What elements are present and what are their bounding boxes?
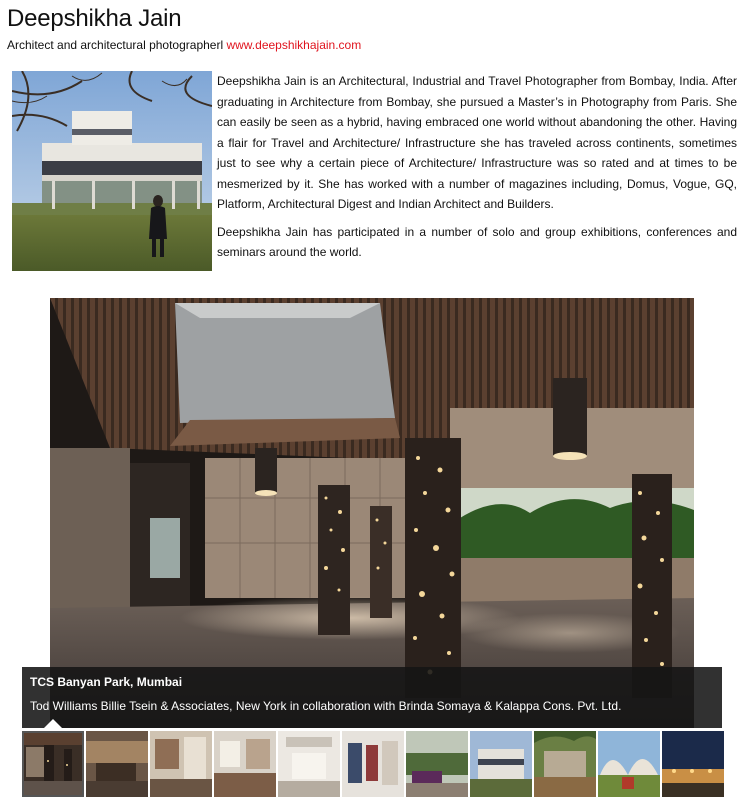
thumbnail[interactable] bbox=[22, 731, 84, 797]
page-title: Deepshikha Jain bbox=[7, 5, 182, 32]
thumbnail[interactable] bbox=[534, 731, 596, 797]
thumbnail[interactable] bbox=[278, 731, 340, 797]
gallery-main-image[interactable] bbox=[50, 298, 694, 728]
portrait-photo bbox=[12, 71, 212, 271]
bio-paragraph: Deepshikha Jain is an Architectural, Industrial and Travel Photographer from Bombay, India. After graduating in Architecture from Bombay, she pursued a Master’s in Photography from Paris. She can easily be seen as a hybrid, having embraced one world without abandoning the other. Having a flair for Travel and Architecture/ Infrastructure she has traveled across continents, sometimes just to see why a certain piece of Architecture/ Infrastructure was so rated and at times to be mesmerized by it. She has worked with a number of magazines including, Domus, Vogue, GQ, Platform, Architectural Digest and Indian Architect and Builders. bbox=[217, 74, 737, 211]
caption-subtitle: Tod Williams Billie Tsein & Associates, New York in collaboration with Brinda Somaya & Kalappa Cons. Pvt. Ltd. bbox=[30, 699, 622, 713]
active-thumbnail-pointer bbox=[44, 719, 62, 728]
website-link[interactable]: www.deepshikhajain.com bbox=[226, 38, 362, 52]
thumbnail[interactable] bbox=[598, 731, 660, 797]
thumbnail-strip bbox=[22, 731, 724, 797]
thumbnail[interactable] bbox=[406, 731, 468, 797]
gallery-caption bbox=[22, 667, 722, 728]
subtitle bbox=[7, 38, 361, 52]
thumbnail[interactable] bbox=[470, 731, 532, 797]
thumbnail[interactable] bbox=[214, 731, 276, 797]
caption-title: TCS Banyan Park, Mumbai bbox=[30, 675, 183, 689]
thumbnail[interactable] bbox=[662, 731, 724, 797]
subtitle-text: Architect and architectural photographerl bbox=[7, 38, 227, 52]
bio-text bbox=[217, 71, 737, 270]
thumbnail[interactable] bbox=[86, 731, 148, 797]
bio-paragraph: Deepshikha Jain has participated in a number of solo and group exhibitions, conferences and seminars around the world. bbox=[217, 224, 737, 259]
thumbnail[interactable] bbox=[150, 731, 212, 797]
thumbnail[interactable] bbox=[342, 731, 404, 797]
